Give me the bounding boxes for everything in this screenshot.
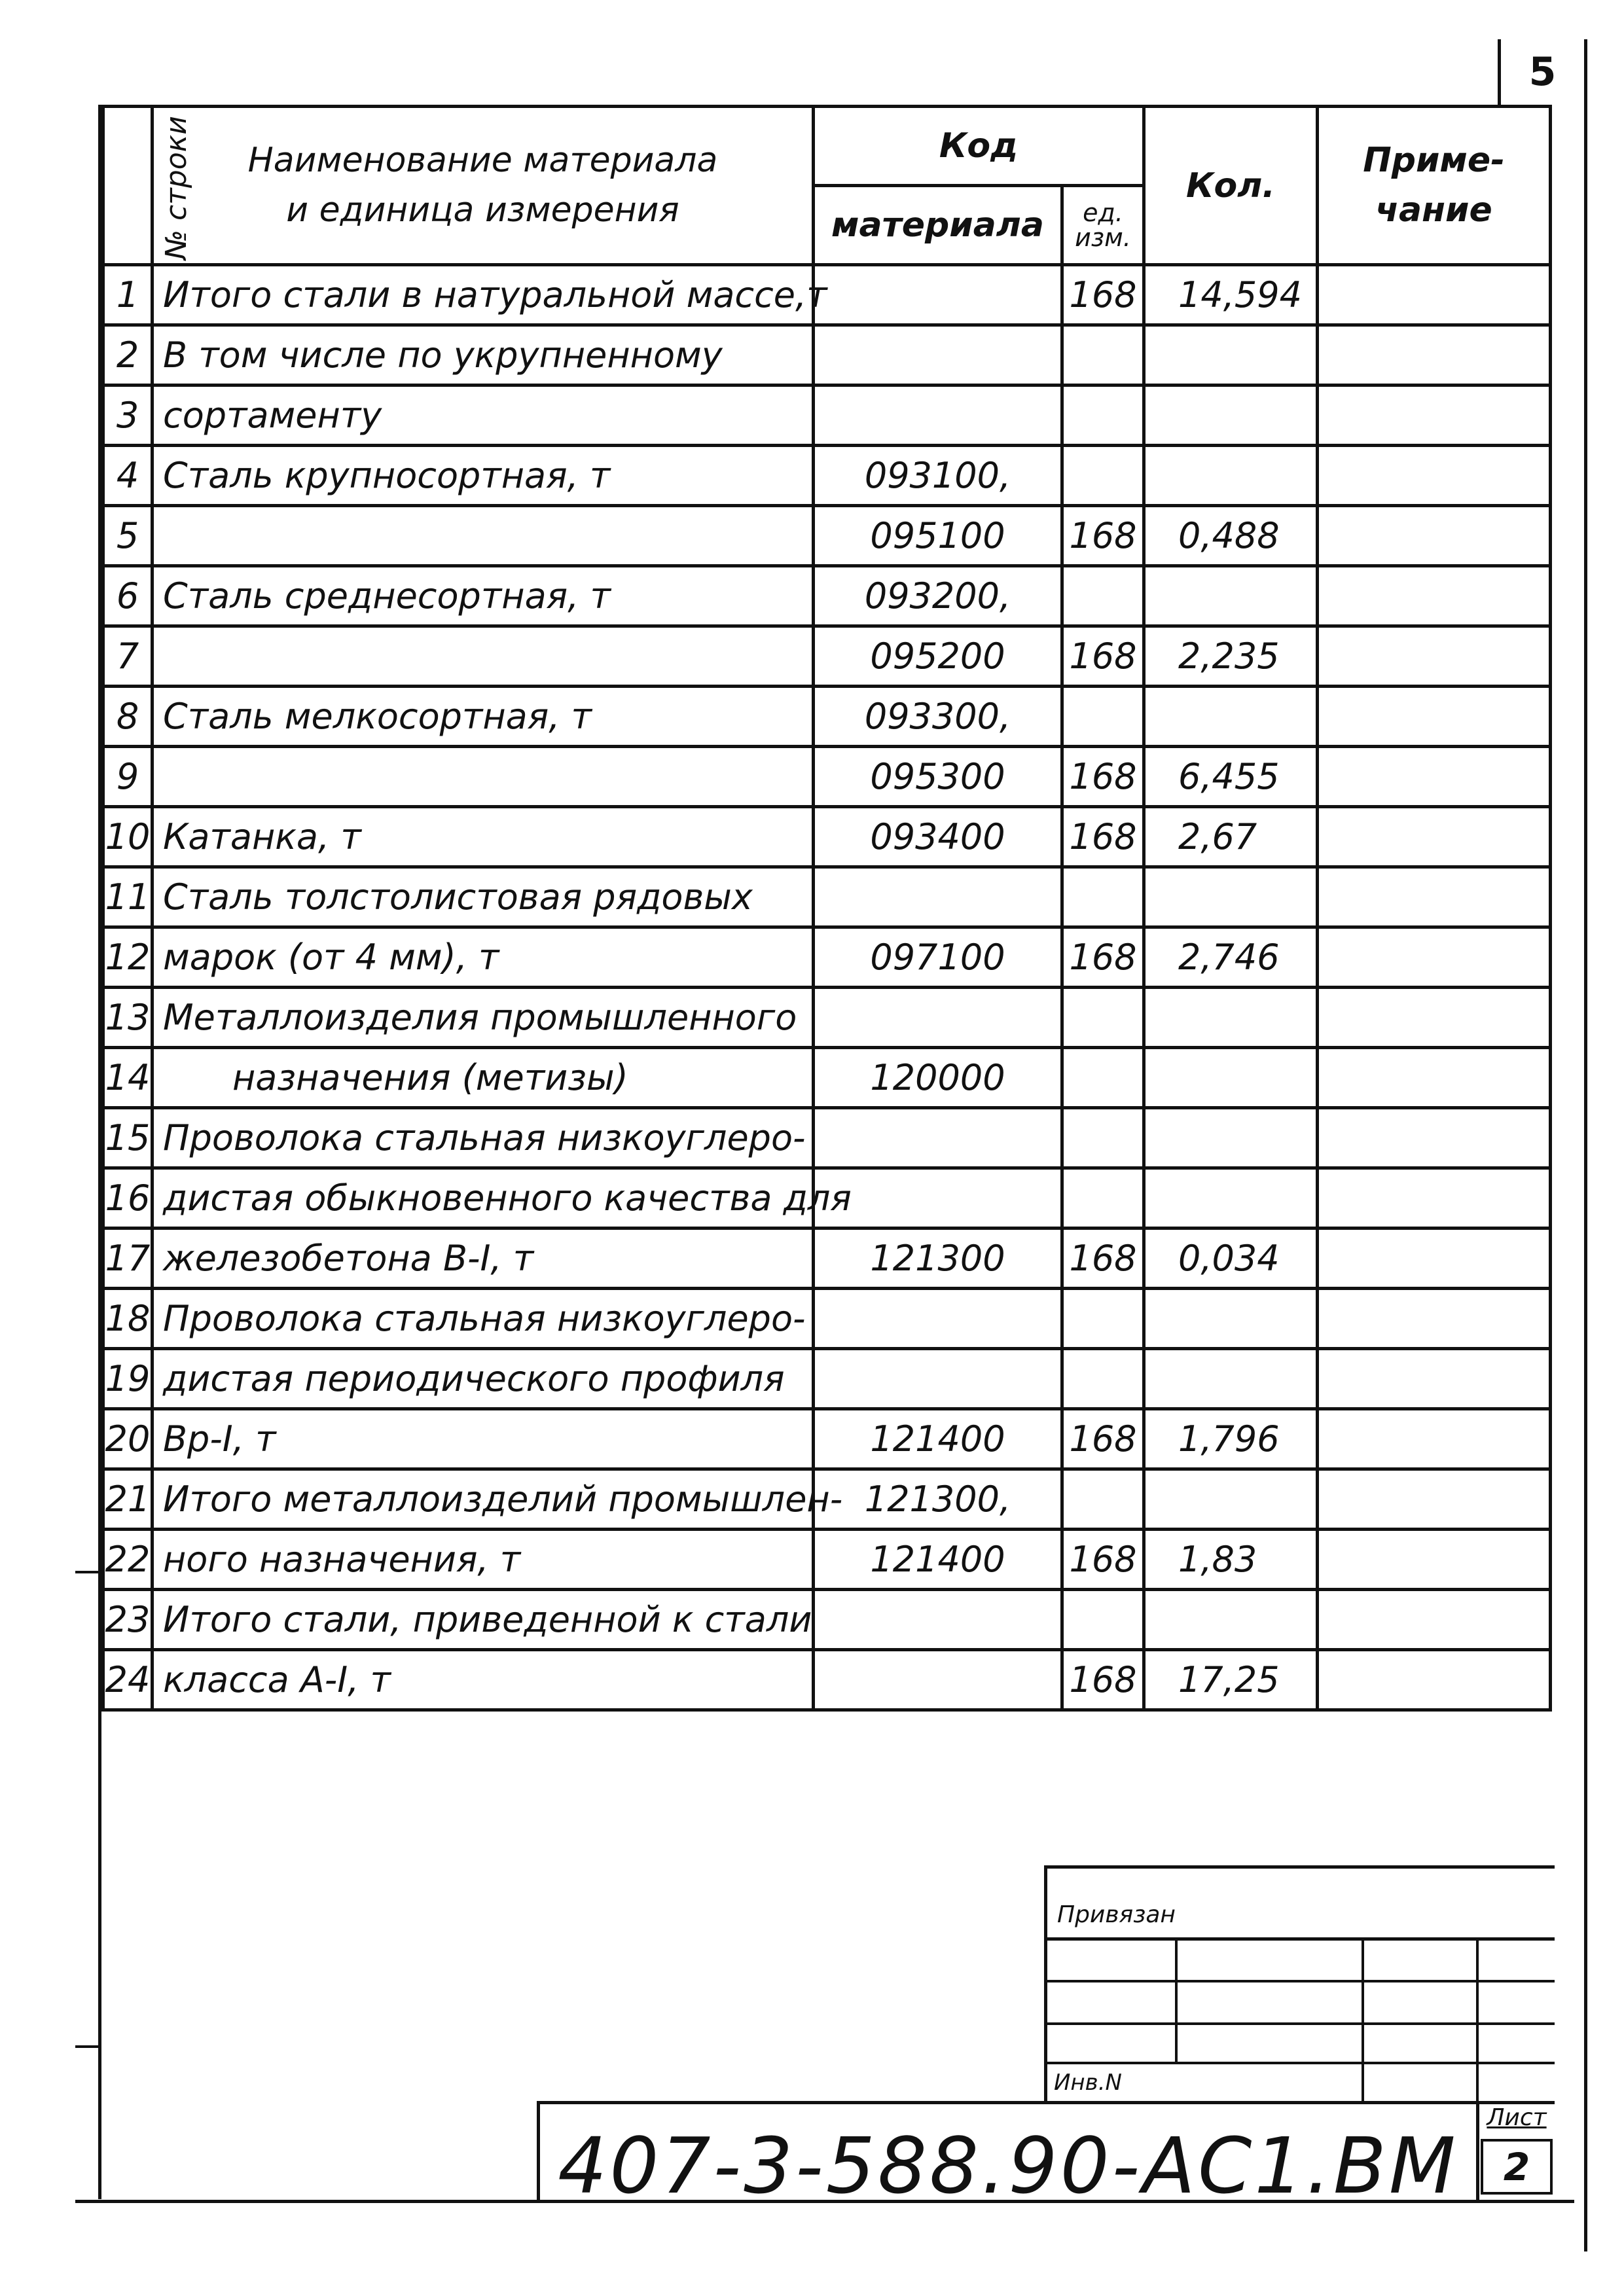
material-code (814, 1650, 1062, 1710)
note (1318, 988, 1551, 1048)
materials-table (101, 105, 1552, 1712)
header-code-material: материала (814, 186, 1062, 265)
row-number: 1 (103, 265, 153, 325)
header-row-no: № строки (103, 107, 153, 265)
row-number: 2 (103, 325, 153, 386)
unit-code: 168 (1062, 265, 1144, 325)
material-code (814, 386, 1062, 446)
row-number: 4 (103, 446, 153, 506)
quantity: 14,594 (1144, 265, 1318, 325)
unit-code (1062, 1168, 1144, 1229)
table-row (103, 325, 1551, 386)
material-name: Итого стали в натуральной массе,т (153, 265, 814, 325)
row-number: 15 (103, 1108, 153, 1168)
header-quantity: Кол. (1144, 107, 1318, 265)
row-number: 18 (103, 1289, 153, 1349)
note (1318, 1469, 1551, 1530)
quantity: 2,67 (1144, 807, 1318, 867)
note (1318, 1289, 1551, 1349)
row-number: 24 (103, 1650, 153, 1710)
unit-code (1062, 446, 1144, 506)
title-box (537, 2101, 1555, 2104)
quantity (1144, 386, 1318, 446)
material-code: 093300, (814, 687, 1062, 747)
quantity: 0,488 (1144, 506, 1318, 566)
quantity (1144, 446, 1318, 506)
document-designation: 407-3-588.90-АС1.ВМ (558, 2121, 1458, 2211)
note (1318, 807, 1551, 867)
note (1318, 867, 1551, 927)
material-code (814, 1108, 1062, 1168)
note (1318, 626, 1551, 687)
row-number: 23 (103, 1590, 153, 1650)
sheet-number: 2 (1481, 2139, 1553, 2195)
header-name: Наименование материала и единица измерения (153, 107, 814, 265)
quantity (1144, 1469, 1318, 1530)
note (1318, 566, 1551, 626)
material-name: В том числе по укрупненному (153, 325, 814, 386)
material-name: Сталь среднесортная, т (153, 566, 814, 626)
quantity: 0,034 (1144, 1229, 1318, 1289)
table-row (103, 1168, 1551, 1229)
note (1318, 1650, 1551, 1710)
material-code (814, 265, 1062, 325)
row-number: 3 (103, 386, 153, 446)
note (1318, 1048, 1551, 1108)
note (1318, 386, 1551, 446)
row-number: 20 (103, 1409, 153, 1469)
sheet-label: Лист (1487, 2104, 1547, 2131)
header-code-unit: ед. изм. (1062, 186, 1144, 265)
table-row (103, 687, 1551, 747)
material-code (814, 867, 1062, 927)
note (1318, 1349, 1551, 1409)
unit-code (1062, 1048, 1144, 1108)
table-row (103, 1409, 1551, 1469)
row-number: 17 (103, 1229, 153, 1289)
quantity: 6,455 (1144, 747, 1318, 807)
material-name: дистая периодического профиля (153, 1349, 814, 1409)
unit-code (1062, 687, 1144, 747)
material-name: Сталь мелкосортная, т (153, 687, 814, 747)
material-code: 121400 (814, 1530, 1062, 1590)
row-number: 10 (103, 807, 153, 867)
unit-code: 168 (1062, 1229, 1144, 1289)
note (1318, 265, 1551, 325)
table-row (103, 1530, 1551, 1590)
table-row (103, 566, 1551, 626)
note (1318, 506, 1551, 566)
note (1318, 1108, 1551, 1168)
material-name: дистая обыкновенного качества для (153, 1168, 814, 1229)
unit-code (1062, 988, 1144, 1048)
table-row (103, 1048, 1551, 1108)
material-code (814, 1289, 1062, 1349)
material-code: 121300, (814, 1469, 1062, 1530)
unit-code (1062, 867, 1144, 927)
material-code: 093200, (814, 566, 1062, 626)
quantity (1144, 867, 1318, 927)
row-number: 14 (103, 1048, 153, 1108)
unit-code (1062, 1469, 1144, 1530)
quantity: 2,746 (1144, 927, 1318, 988)
material-name: класса А-I, т (153, 1650, 814, 1710)
material-name: Проволока стальная низкоуглеро- (153, 1289, 814, 1349)
quantity (1144, 566, 1318, 626)
table-row (103, 1289, 1551, 1349)
material-code (814, 988, 1062, 1048)
table-row (103, 807, 1551, 867)
table-row (103, 386, 1551, 446)
quantity: 17,25 (1144, 1650, 1318, 1710)
header-note: Приме- чание (1318, 107, 1551, 265)
quantity: 1,796 (1144, 1409, 1318, 1469)
table-row (103, 1590, 1551, 1650)
material-name: марок (от 4 мм), т (153, 927, 814, 988)
material-code: 095200 (814, 626, 1062, 687)
unit-code: 168 (1062, 807, 1144, 867)
inv-label: Инв.N (1054, 2070, 1122, 2096)
material-name: Катанка, т (153, 807, 814, 867)
unit-code: 168 (1062, 1650, 1144, 1710)
material-code (814, 325, 1062, 386)
quantity (1144, 1108, 1318, 1168)
note (1318, 325, 1551, 386)
material-name: назначения (метизы) (153, 1048, 814, 1108)
note (1318, 927, 1551, 988)
material-name (153, 747, 814, 807)
quantity: 1,83 (1144, 1530, 1318, 1590)
unit-code: 168 (1062, 1409, 1144, 1469)
unit-code: 168 (1062, 747, 1144, 807)
row-number: 6 (103, 566, 153, 626)
material-code: 095100 (814, 506, 1062, 566)
row-number: 21 (103, 1469, 153, 1530)
material-code: 121400 (814, 1409, 1062, 1469)
unit-code (1062, 566, 1144, 626)
quantity (1144, 1168, 1318, 1229)
row-number: 5 (103, 506, 153, 566)
unit-code: 168 (1062, 626, 1144, 687)
unit-code (1062, 1590, 1144, 1650)
table-row (103, 1349, 1551, 1409)
unit-code: 168 (1062, 506, 1144, 566)
material-name: ного назначения, т (153, 1530, 814, 1590)
table-row (103, 747, 1551, 807)
note (1318, 1409, 1551, 1469)
note (1318, 1590, 1551, 1650)
quantity (1144, 1590, 1318, 1650)
table-row (103, 506, 1551, 566)
unit-code (1062, 1349, 1144, 1409)
quantity (1144, 325, 1318, 386)
header-code: Код (814, 107, 1144, 186)
table-row (103, 867, 1551, 927)
material-code: 121300 (814, 1229, 1062, 1289)
unit-code (1062, 386, 1144, 446)
row-number: 12 (103, 927, 153, 988)
material-code: 093400 (814, 807, 1062, 867)
material-name: Металлоизделия промышленного (153, 988, 814, 1048)
material-name: Проволока стальная низкоуглеро- (153, 1108, 814, 1168)
material-name: Итого стали, приведенной к стали (153, 1590, 814, 1650)
material-name: Сталь толстолистовая рядовых (153, 867, 814, 927)
row-number: 16 (103, 1168, 153, 1229)
row-number: 22 (103, 1530, 153, 1590)
material-name (153, 506, 814, 566)
table-row (103, 1229, 1551, 1289)
quantity (1144, 1289, 1318, 1349)
material-code (814, 1590, 1062, 1650)
quantity (1144, 988, 1318, 1048)
note (1318, 1168, 1551, 1229)
stamp-block (1044, 1865, 1555, 2101)
quantity (1144, 1048, 1318, 1108)
unit-code: 168 (1062, 1530, 1144, 1590)
material-code: 120000 (814, 1048, 1062, 1108)
quantity (1144, 687, 1318, 747)
table-row (103, 265, 1551, 325)
table-row (103, 626, 1551, 687)
page-number: 5 (1528, 49, 1557, 95)
material-code: 093100, (814, 446, 1062, 506)
unit-code (1062, 325, 1144, 386)
material-name: сортаменту (153, 386, 814, 446)
row-number: 9 (103, 747, 153, 807)
table-row (103, 446, 1551, 506)
row-number: 13 (103, 988, 153, 1048)
table-row (103, 1469, 1551, 1530)
quantity (1144, 1349, 1318, 1409)
row-number: 7 (103, 626, 153, 687)
note (1318, 687, 1551, 747)
material-name: Вр-I, т (153, 1409, 814, 1469)
unit-code (1062, 1289, 1144, 1349)
material-name: железобетона В-I, т (153, 1229, 814, 1289)
material-code: 095300 (814, 747, 1062, 807)
material-name: Итого металлоизделий промышлен- (153, 1469, 814, 1530)
table-row (103, 1650, 1551, 1710)
note (1318, 1229, 1551, 1289)
material-code: 097100 (814, 927, 1062, 988)
unit-code (1062, 1108, 1144, 1168)
table-row (103, 927, 1551, 988)
attached-label: Привязан (1057, 1901, 1176, 1928)
row-number: 19 (103, 1349, 153, 1409)
note (1318, 446, 1551, 506)
row-number: 11 (103, 867, 153, 927)
table-row (103, 988, 1551, 1048)
row-number: 8 (103, 687, 153, 747)
unit-code: 168 (1062, 927, 1144, 988)
note (1318, 747, 1551, 807)
material-name (153, 626, 814, 687)
material-code (814, 1349, 1062, 1409)
table-row (103, 1108, 1551, 1168)
material-name: Сталь крупносортная, т (153, 446, 814, 506)
note (1318, 1530, 1551, 1590)
quantity: 2,235 (1144, 626, 1318, 687)
